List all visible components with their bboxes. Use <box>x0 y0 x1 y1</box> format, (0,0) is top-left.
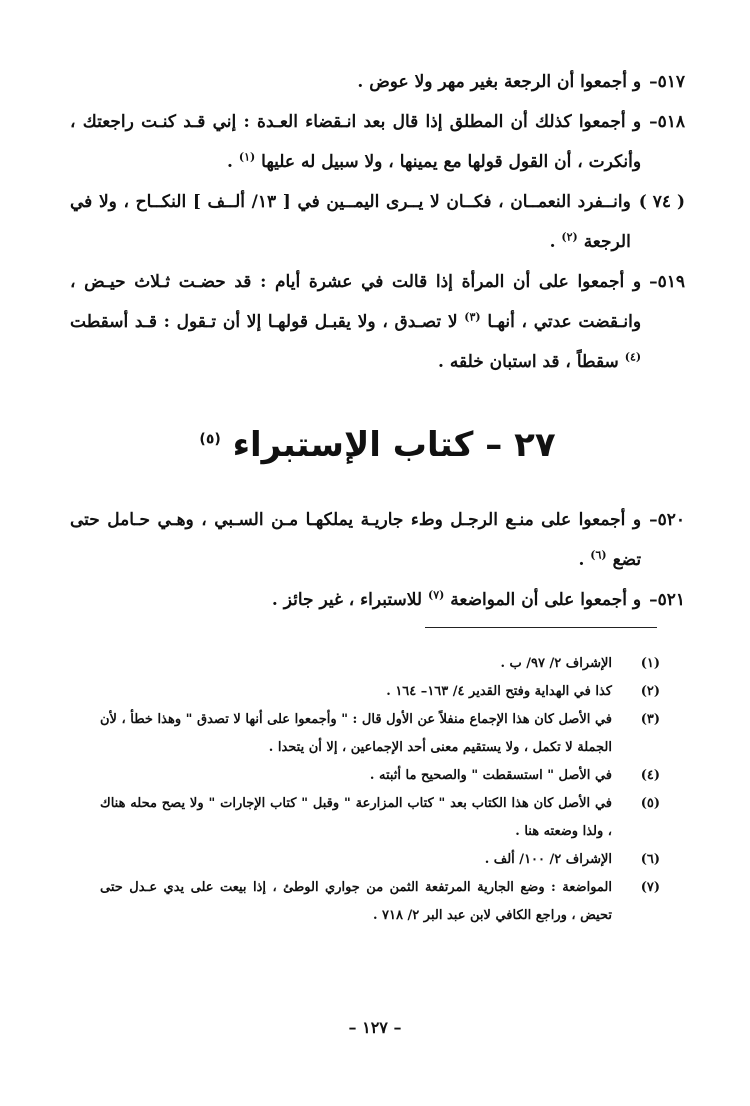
entry-text: و أجمعوا على أن المرأة إذا قالت في عشرة أيام : قد حضـت ثـلاث حيـض ، وانـقضت عدتي ، أنهـا $^{(٣)}$ لا تصـدق ، ولا يقبـل قولهـا إلا أن تـقول : قـد أسقطت $^{(٤)}$ سقطاً ، قد استبان خلقه . <box>70 272 642 372</box>
footnote-text: المواضعة : وضع الجارية المرتفعة الثمن من جواري الوطئ ، إذا بيعت على يدي عـدل حتى تحيض ، وراجع الكافي لابن عبد البر ٢/ ٧١٨ . <box>100 880 612 923</box>
footnote-number: (٥) <box>640 796 660 811</box>
entry-text: و أجمعوا كذلك أن المطلق إذا قال بعد انـقضاء العـدة : إني قـد كنـت راجعتك ، وأنكرت ، أن القول قولها مع يمينها ، ولا سبيل له عليها $^{(١)}$ . <box>70 112 642 172</box>
footnote-ref[interactable]: (١) <box>238 150 256 164</box>
main-text <box>70 62 685 620</box>
footnote-number: (٤) <box>640 768 660 783</box>
footnote-divider <box>425 627 657 628</box>
footnote-number: (١) <box>640 656 660 671</box>
entry-520 <box>70 500 685 580</box>
footnote-text: كذا في الهداية وفتح القدير ٤/ ١٦٣– ١٦٤ . <box>386 684 612 699</box>
footnote-text: الإشراف ٢/ ٩٧/ ب . <box>500 656 612 671</box>
entry-text: و أجمعوا على منـع الرجـل وطء جاريـة يملكهـا مـن السـبي ، وهـي حـامل حتى تضع $^{(٦)}$ . <box>70 510 642 570</box>
entry-text: وانــفرد النعمــان ، فكــان لا يــرى اليمــين في [ ١٣/ ألــف ] النكــاح ، ولا في الرجعة $^{(٢)}$ . <box>70 192 631 252</box>
footnote-7 <box>100 874 660 930</box>
footnote-ref[interactable]: (٤) <box>624 350 642 364</box>
footnote-text: في الأصل كان هذا الإجماع منفلاً عن الأول قال : " وأجمعوا على أنها لا تصدق " وهذا خطأ ، لأن الجملة لا تكمل ، ولا يستقيم معنى أحد الإجماعين ، إلا أن يتحدا . <box>100 712 612 755</box>
entry-number: ٥٢١– <box>649 590 685 610</box>
page-number: – ١٢٧ – <box>348 1018 402 1037</box>
footnote-number: (٣) <box>640 712 660 727</box>
footnote-text: في الأصل " استسقطت " والصحيح ما أثبته . <box>369 768 612 783</box>
footnote-6 <box>100 846 660 874</box>
footnotes <box>100 650 660 930</box>
entry-number: ( ٧٤ ) <box>638 192 685 212</box>
footnote-ref[interactable]: (٣) <box>464 310 481 324</box>
entry-74 <box>70 182 685 262</box>
footnote-text: الإشراف ٢/ ١٠٠/ ألف . <box>484 852 612 867</box>
entry-number: ٥١٧– <box>649 72 685 92</box>
footnote-1 <box>100 650 660 678</box>
footnote-4 <box>100 762 660 790</box>
entry-number: ٥١٩– <box>649 272 685 292</box>
footnote-ref[interactable]: (٦) <box>590 548 607 562</box>
entry-518 <box>70 102 685 182</box>
footnote-2 <box>100 678 660 706</box>
chapter-heading <box>70 420 685 470</box>
footnote-ref[interactable]: (٧) <box>428 588 445 602</box>
entry-number: ٥١٨– <box>649 112 685 132</box>
footnote-3 <box>100 706 660 762</box>
footnote-ref[interactable]: (٥) <box>199 431 221 448</box>
chapter-title: ٢٧ – كتاب الإستبراء <box>232 425 556 465</box>
footnote-ref[interactable]: (٢) <box>561 230 578 244</box>
footnote-5 <box>100 790 660 846</box>
entry-text: و أجمعوا على أن المواضعة $^{(٧)}$ للاستبراء ، غير جائز . <box>271 588 642 610</box>
entry-number: ٥٢٠– <box>649 510 685 530</box>
footnote-number: (٦) <box>640 852 660 867</box>
entry-517 <box>70 62 685 102</box>
footnote-text: في الأصل كان هذا الكتاب بعد " كتاب المزارعة " وقبل " كتاب الإجارات " ولا يصح محله هناك ، ولذا وضعته هنا . <box>100 796 612 839</box>
footnote-number: (٢) <box>640 684 660 699</box>
footnote-number: (٧) <box>640 880 660 895</box>
entry-521 <box>70 580 685 620</box>
entry-text: و أجمعوا أن الرجعة بغير مهر ولا عوض . <box>357 72 642 92</box>
entry-519 <box>70 262 685 382</box>
